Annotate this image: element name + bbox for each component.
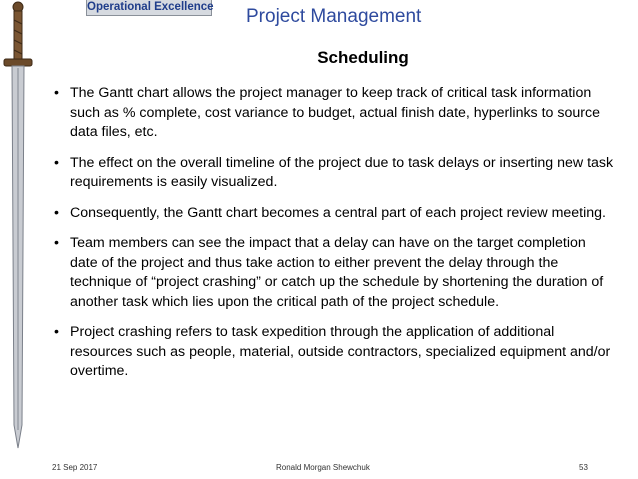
bullet-item xyxy=(54,84,614,143)
bullet-dot-icon: • xyxy=(54,85,59,101)
bullet-dot-icon: • xyxy=(54,154,59,171)
footer-date: 21 Sep 2017 xyxy=(52,463,98,472)
bullet-dot-icon: • xyxy=(54,324,59,340)
brand-banner: Operational Excellence xyxy=(86,0,212,16)
bullet-dot-icon: • xyxy=(54,204,59,221)
sword-icon xyxy=(0,0,60,479)
bullet-text: Team members can see the impact that a delay can have on the target completion date of the project and thus take action to either prevent the delay through the technique of “project crashing” or catch up the schedule by shortening the duration of another task which lies upon the critical path of the project schedule. xyxy=(70,235,604,310)
bullet-item xyxy=(54,204,614,224)
bullet-text: Consequently, the Gantt chart becomes a central part of each project review meeting. xyxy=(70,204,606,221)
footer-author: Ronald Morgan Shewchuk xyxy=(276,463,370,472)
bullet-item xyxy=(54,234,614,312)
section-subtitle: Scheduling xyxy=(317,48,409,67)
bullet-text: Project crashing refers to task expedition through the application of additional resources such as people, material, outside contractors, specialized equipment and/or overtime. xyxy=(70,324,611,379)
bullet-dot-icon: • xyxy=(54,235,59,251)
bullet-item xyxy=(54,323,614,382)
page-title: Project Management xyxy=(246,6,422,27)
bullet-text: The Gantt chart allows the project manager to keep track of critical task information such as % complete, cost variance to budget, actual finish date, hyperlinks to source data files, etc. xyxy=(70,85,600,140)
bullet-list xyxy=(54,84,614,393)
page-number: 53 xyxy=(579,463,588,472)
bullet-item xyxy=(54,154,614,193)
bullet-text: The effect on the overall timeline of the project due to task delays or inserting new task requirements is easily visualized. xyxy=(70,154,614,190)
